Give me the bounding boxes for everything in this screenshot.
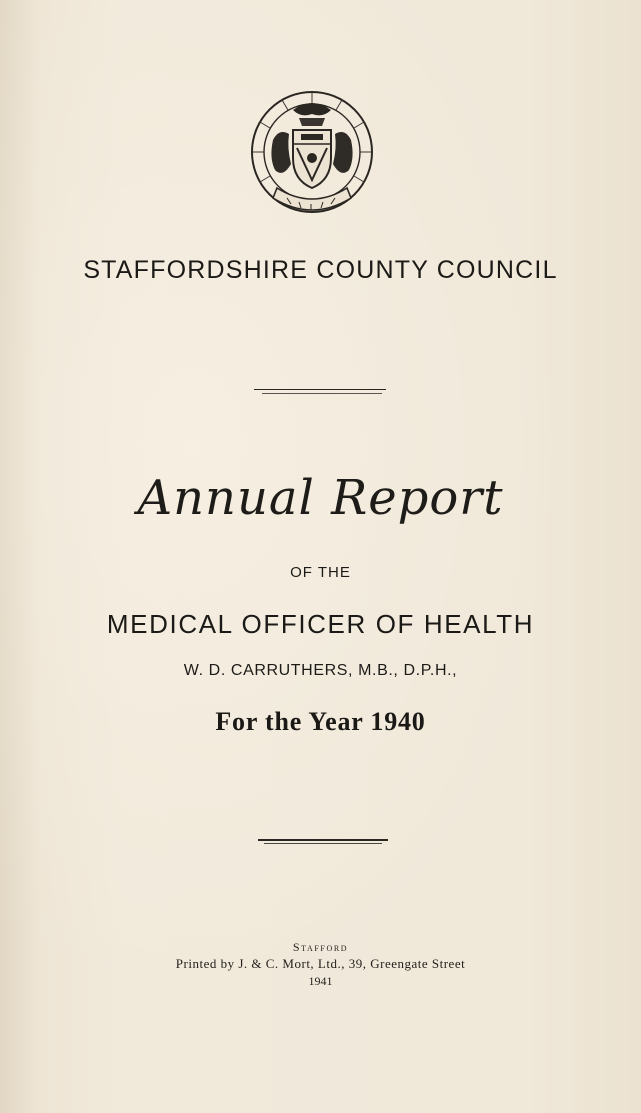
council-name: STAFFORDSHIRE COUNTY COUNCIL (83, 256, 558, 284)
report-period: For the Year 1940 (215, 707, 426, 736)
imprint-year: 1941 (308, 974, 333, 988)
imprint-printer: Printed by J. & C. Mort, Ltd., 39, Greengate Street (175, 956, 466, 971)
top-divider-thin (262, 393, 382, 394)
coat-of-arms-icon (243, 88, 381, 226)
connector-text: OF THE (290, 564, 351, 581)
bottom-divider-thin (264, 843, 382, 844)
report-title: Annual Report (137, 470, 504, 526)
imprint-place: Stafford (292, 940, 349, 954)
top-divider (254, 389, 386, 390)
bottom-divider (258, 839, 388, 841)
officer-title: MEDICAL OFFICER OF HEALTH (106, 609, 535, 639)
author-name: W. D. CARRUTHERS, M.B., D.P.H., (183, 662, 458, 679)
